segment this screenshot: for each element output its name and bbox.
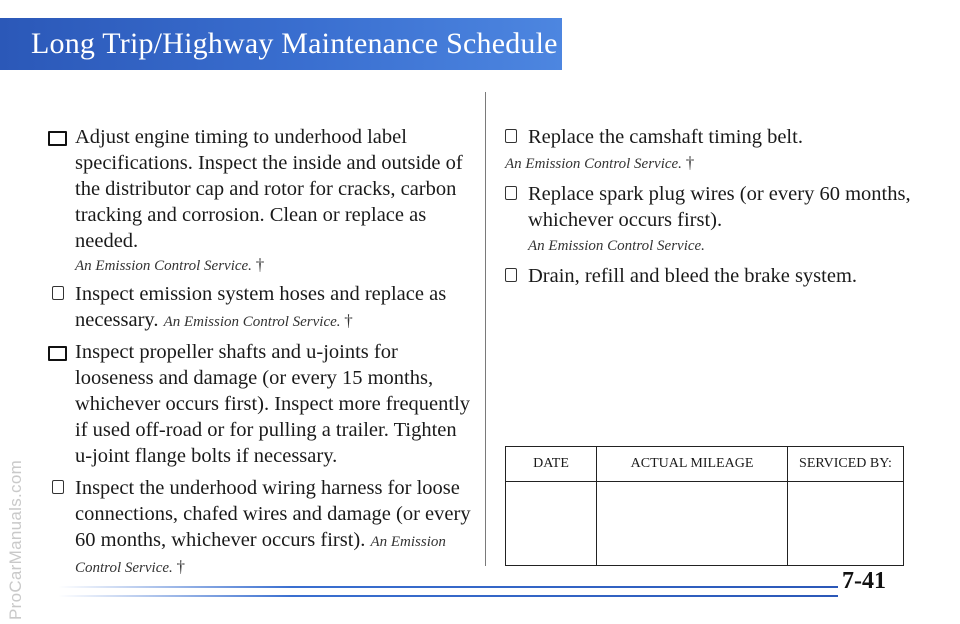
table-header-row — [506, 447, 904, 482]
item-text: Inspect the underhood wiring harness for loose connections, chafed wires and damage (or every 60 months, whichever occurs first). — [75, 477, 471, 551]
column-divider — [485, 92, 486, 566]
checkbox-icon[interactable] — [48, 131, 67, 146]
maintenance-item-brake-system — [505, 263, 925, 289]
checkbox-icon[interactable] — [505, 129, 517, 143]
item-text: Drain, refill and bleed the brake system. — [528, 265, 858, 287]
maintenance-item-engine-timing — [52, 124, 472, 277]
item-text: Inspect emission system hoses and replace as necessary. — [75, 283, 447, 331]
maintenance-item-wiring-harness — [52, 475, 472, 579]
date-cell[interactable] — [506, 482, 597, 566]
item-text: Adjust engine timing to underhood label specifications. Inspect the inside and outside of the distributor cap and rotor for cracks, carbon tracking and corrosion. Clean or replace as needed. — [75, 126, 463, 252]
right-column — [505, 124, 925, 292]
footer-rule — [58, 586, 838, 588]
page-number: 7-41 — [842, 568, 886, 594]
service-note: An Emission Control Service. † — [75, 534, 446, 576]
left-column — [52, 124, 472, 582]
service-record-table — [505, 446, 904, 566]
serviced-by-cell[interactable] — [788, 482, 904, 566]
checkbox-icon[interactable] — [505, 268, 517, 282]
section-banner — [0, 18, 562, 70]
checkbox-icon[interactable] — [52, 480, 64, 494]
dagger-icon: † — [176, 557, 186, 576]
checkbox-icon[interactable] — [505, 186, 517, 200]
service-note: An Emission Control Service. † — [505, 153, 695, 172]
maintenance-item-camshaft-belt — [505, 124, 925, 175]
column-header-serviced-by: SERVICED BY: — [788, 447, 904, 482]
item-text: Replace the camshaft timing belt. — [528, 126, 803, 148]
maintenance-item-emission-hoses — [52, 281, 472, 333]
dagger-icon: † — [685, 153, 695, 172]
watermark-text: ProCarManuals.com — [6, 459, 25, 620]
maintenance-item-propeller-shafts — [52, 339, 472, 469]
actual-mileage-cell[interactable] — [597, 482, 788, 566]
item-text: Inspect propeller shafts and u-joints for looseness and damage (or every 15 months, whichever occurs first). Inspect more frequently if used off-road or for pulling a trailer. Tighten u-joint flange bolts if necessary. — [75, 341, 471, 467]
checkbox-icon[interactable] — [52, 286, 64, 300]
footer-rule — [58, 595, 838, 597]
table-row — [506, 482, 904, 566]
dagger-icon: † — [344, 311, 353, 330]
checkbox-icon[interactable] — [48, 346, 67, 361]
page-title: Long Trip/Highway Maintenance Schedule — [31, 27, 558, 60]
item-text: Replace spark plug wires (or every 60 months, whichever occurs first). — [528, 183, 911, 231]
column-header-actual-mileage: ACTUAL MILEAGE — [597, 447, 788, 482]
service-note: An Emission Control Service. † — [75, 255, 265, 274]
dagger-icon: † — [255, 255, 265, 274]
maintenance-item-spark-plug-wires — [505, 181, 925, 257]
service-note: An Emission Control Service. † — [163, 311, 353, 330]
column-header-date: DATE — [506, 447, 597, 482]
service-note: An Emission Control Service. — [528, 238, 705, 254]
